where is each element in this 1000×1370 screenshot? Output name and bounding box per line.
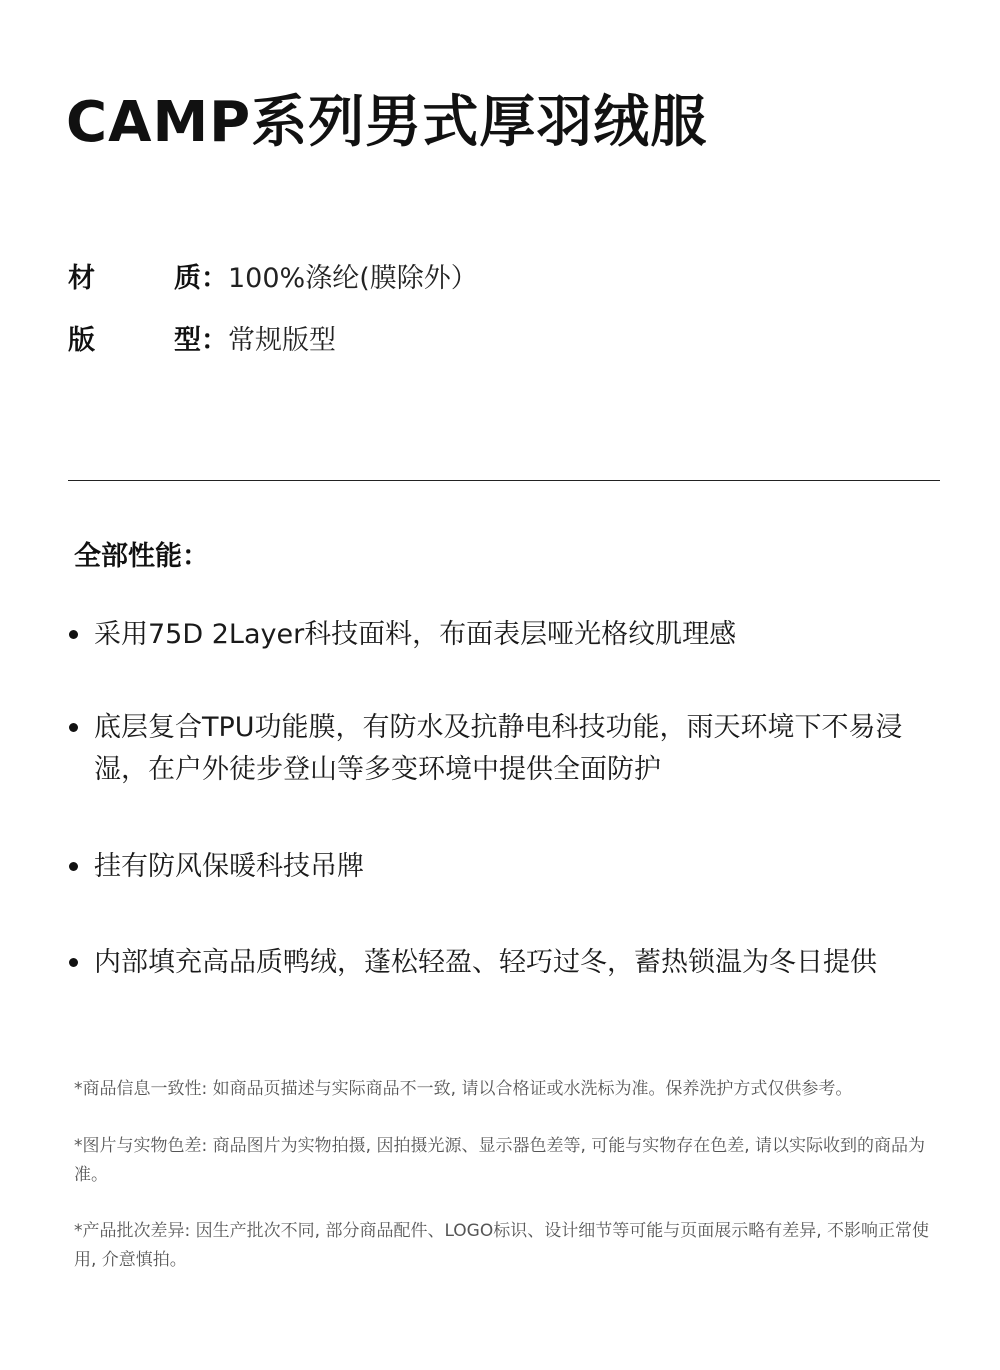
bullet-dot-icon xyxy=(68,614,94,656)
bullet-dot-icon xyxy=(68,846,94,888)
feature-item xyxy=(68,707,948,791)
feature-item xyxy=(68,846,948,888)
bullet-dot-icon xyxy=(68,942,94,984)
feature-text: 挂有防风保暖科技吊牌 xyxy=(94,851,364,882)
features-heading: 全部性能： xyxy=(74,541,209,572)
feature-text: 内部填充高品质鸭绒，蓬松轻盈、轻巧过冬，蓄热锁温为冬日提供 xyxy=(94,947,877,978)
spec-fit-label-char1: 版 xyxy=(68,325,95,356)
bullet-dot-icon xyxy=(68,707,94,791)
disclaimer-color-difference: *图片与实物色差: 商品图片为实物拍摄, 因拍摄光源、显示器色差等, 可能与实物存在色差, 请以实际收到的商品为准。 xyxy=(74,1136,926,1185)
spec-material-row xyxy=(68,263,478,295)
spec-fit-label xyxy=(68,325,228,357)
feature-text: 采用75D 2Layer科技面料，布面表层哑光格纹肌理感 xyxy=(94,619,737,650)
disclaimer-batch-difference: *产品批次差异: 因生产批次不同, 部分商品配件、LOGO标识、设计细节等可能与页面展示略有差异, 不影响正常使用, 介意慎拍。 xyxy=(74,1221,930,1270)
section-divider xyxy=(68,480,940,481)
feature-item xyxy=(68,942,948,984)
spec-material-value: 100%涤纶(膜除外） xyxy=(228,263,478,294)
spec-fit-row xyxy=(68,325,336,357)
spec-material-label-char1: 材 xyxy=(68,263,95,294)
feature-item xyxy=(68,614,948,656)
spec-material-label xyxy=(68,263,228,295)
spec-material-label-char2: 质： xyxy=(174,263,228,294)
disclaimer-info-consistency: *商品信息一致性: 如商品页描述与实际商品不一致, 请以合格证或水洗标为准。保养洗护方式仅供参考。 xyxy=(74,1079,853,1099)
spec-fit-label-char2: 型： xyxy=(174,325,228,356)
product-title: CAMP系列男式厚羽绒服 xyxy=(66,90,708,155)
feature-text: 底层复合TPU功能膜，有防水及抗静电科技功能，雨天环境下不易浸湿，在户外徒步登山等多变环境中提供全面防护 xyxy=(94,712,903,785)
spec-fit-value: 常规版型 xyxy=(228,325,336,356)
